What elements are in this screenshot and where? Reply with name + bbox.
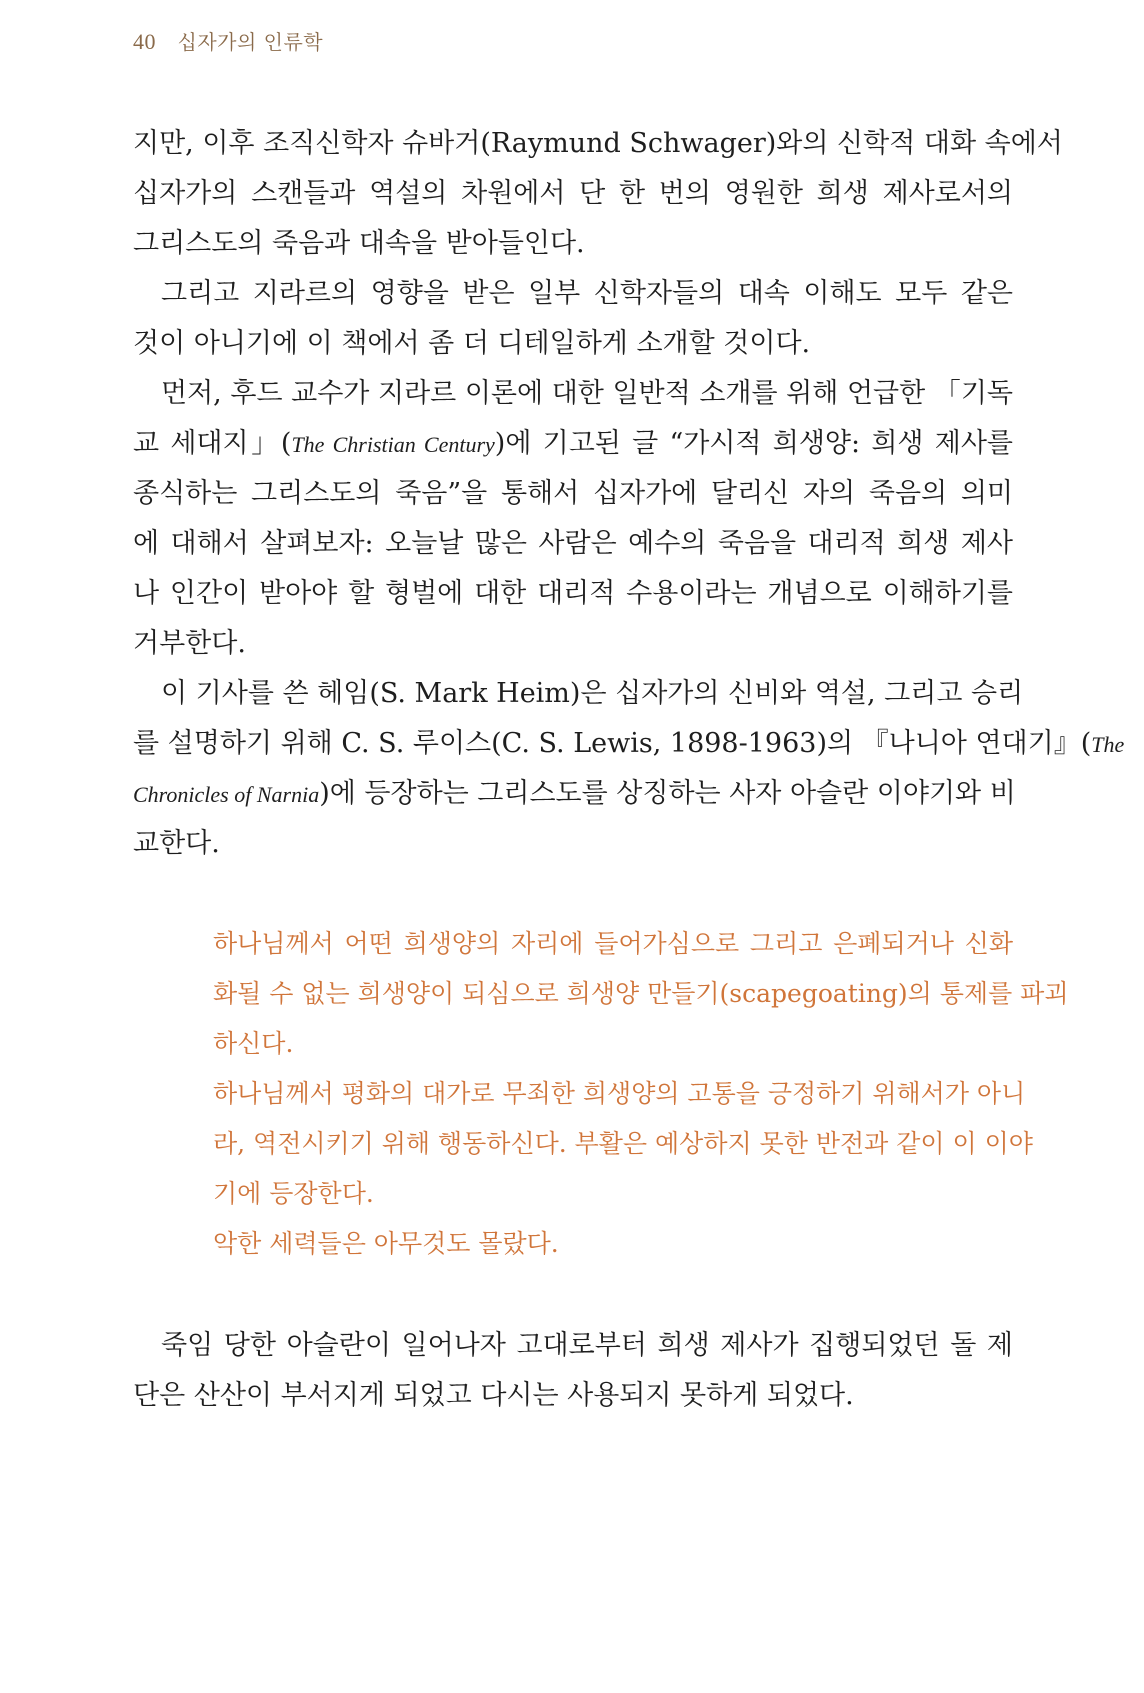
book-title-italic-part-2: Chronicles of Narnia [133,782,320,807]
paragraph-3-line-5: 나 인간이 받아야 할 형벌에 대한 대리적 수용이라는 개념으로 이해하기를 [133,578,1013,609]
paragraph-1-line-1: 지만, 이후 조직신학자 슈바거(Raymund Schwager)와의 신학적 대화 속에서 [133,128,1063,159]
paragraph-3-line-1: 먼저, 후드 교수가 지라르 이론에 대한 일반적 소개를 위해 언급한 「기독 [161,378,1013,409]
paragraph-1-line-3: 그리스도의 죽음과 대속을 받아들인다. [133,228,585,259]
paragraph-4-line-3 [133,776,1016,813]
book-title-italic-part-1: The [1091,732,1125,757]
quote-line-3: 하신다. [213,1029,294,1058]
quote-line-1: 하나님께서 어떤 희생양의 자리에 들어가심으로 그리고 은폐되거나 신화 [213,929,1013,958]
quote-line-4: 하나님께서 평화의 대가로 무죄한 희생양의 고통을 긍정하기 위해서가 아니 [213,1079,1026,1108]
paragraph-3-line-2-part-c: )에 기고된 글 “가시적 희생양: 희생 제사를 [494,428,1013,459]
paragraph-4-line-2-part-a: 를 설명하기 위해 C. S. 루이스(C. S. Lewis, 1898-1963)의 『나니아 연대기』( [133,728,1092,759]
page-number: 40 [133,29,156,54]
paragraph-4-line-1: 이 기사를 쓴 헤임(S. Mark Heim)은 십자가의 신비와 역설, 그리고 승리 [161,678,1024,709]
paragraph-1-line-2: 십자가의 스캔들과 역설의 차원에서 단 한 번의 영원한 희생 제사로서의 [133,178,1013,209]
quote-line-2: 화될 수 없는 희생양이 되심으로 희생양 만들기(scapegoating)의 통제를 파괴 [213,979,1069,1008]
paragraph-3-line-2-part-a: 교 세대지」( [133,428,292,459]
quote-line-6: 기에 등장한다. [213,1179,374,1208]
paragraph-2-line-2: 것이 아니기에 이 책에서 좀 더 디테일하게 소개할 것이다. [133,328,811,359]
paragraph-5-line-1: 죽임 당한 아슬란이 일어나자 고대로부터 희생 제사가 집행되었던 돌 제 [161,1330,1013,1361]
book-title: 십자가의 인류학 [177,30,324,54]
paragraph-4-line-3-part-b: )에 등장하는 그리스도를 상징하는 사자 아슬란 이야기와 비 [319,778,1016,809]
paragraph-3-line-6: 거부한다. [133,628,246,659]
paragraph-4-line-2 [133,726,1125,763]
running-header [133,26,323,55]
paragraph-3-line-3: 종식하는 그리스도의 죽음”을 통해서 십자가에 달리신 자의 죽음의 의미 [133,478,1013,509]
paragraph-5-line-2: 단은 산산이 부서지게 되었고 다시는 사용되지 못하게 되었다. [133,1380,854,1411]
quote-line-7: 악한 세력들은 아무것도 몰랐다. [213,1229,559,1258]
paragraph-2-line-1: 그리고 지라르의 영향을 받은 일부 신학자들의 대속 이해도 모두 같은 [161,278,1013,309]
paragraph-3-line-4: 에 대해서 살펴보자: 오늘날 많은 사람은 예수의 죽음을 대리적 희생 제사 [133,528,1013,559]
magazine-title: The Christian Century [291,432,495,457]
quote-line-5: 라, 역전시키기 위해 행동하신다. 부활은 예상하지 못한 반전과 같이 이 이야 [213,1129,1033,1158]
paragraph-4-line-4: 교한다. [133,828,220,859]
paragraph-3-line-2 [133,426,1013,463]
